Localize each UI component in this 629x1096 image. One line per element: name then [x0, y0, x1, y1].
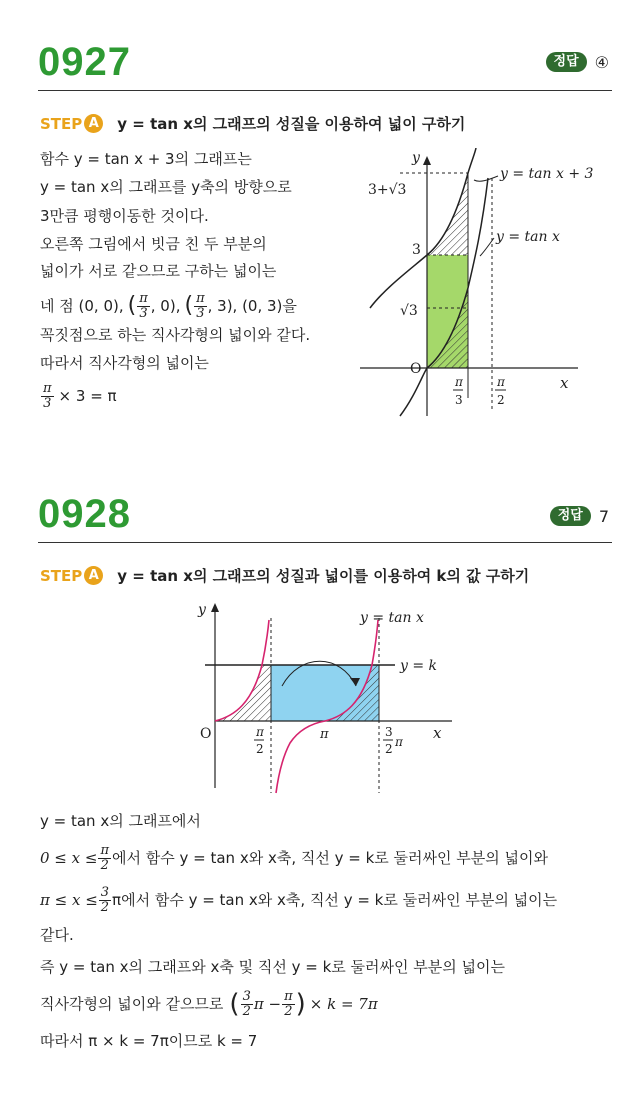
text-line: 오른쪽 그림에서 빗금 친 두 부분의: [40, 235, 267, 253]
condition-line-1: [40, 838, 548, 878]
answer-badge: 정답: [546, 52, 587, 72]
step-heading: [40, 565, 529, 586]
vertex-text-b: , 0),: [150, 297, 181, 315]
step-label: STEP: [40, 566, 83, 585]
x-axis-label: x: [433, 724, 442, 742]
text-line: 같다.: [40, 926, 74, 944]
step-title: y = tan x의 그래프의 성질과 넓이를 이용하여 k의 값 구하기: [117, 567, 530, 585]
curve-label: y = tan x: [360, 610, 424, 626]
answer-box: [550, 506, 609, 526]
inequality: π ≤ x ≤: [40, 891, 98, 909]
fraction: $\frac{\pi}{2}$: [284, 988, 293, 1019]
tick-pi3-num: π: [455, 375, 463, 389]
line-label: y = k: [400, 658, 438, 674]
curve-label-tan: y = tan x: [496, 229, 560, 245]
equation-result: × k = 7π: [309, 995, 378, 1013]
tick-pi2-num: π: [497, 375, 505, 389]
text-line: y = tan x의 그래프를 y축의 방향으로: [40, 178, 292, 196]
area-equation-line: 직사각형의 넓이와 같으므로 ( $\frac{3}{2}$ π − $\frac{\pi}{2}$ ) × k = 7π: [40, 984, 378, 1024]
text-line: 함수 y = tan x + 3의 그래프는: [40, 150, 252, 168]
result-text: × 3 = π: [58, 387, 117, 405]
fraction: $\frac{\pi}{2}$: [100, 842, 109, 873]
graph-tan-k: [190, 598, 460, 798]
tick-3pi2-den: 2: [385, 742, 393, 756]
step-heading: [40, 113, 465, 134]
answer-value: ④: [594, 52, 609, 72]
conclusion-line: 따라서 π × k = 7π이므로 k = 7: [40, 1032, 258, 1050]
tick-pi2-den: 2: [256, 742, 264, 756]
y-axis-label: y: [412, 150, 420, 166]
step-letter-badge: A: [84, 114, 103, 133]
label-sqrt3: √3: [400, 303, 418, 319]
hatched-region-upper: [427, 173, 468, 255]
tick-pi3-den: 3: [455, 393, 463, 407]
label-3: 3: [412, 242, 421, 258]
text-line: 따라서 직사각형의 넓이는: [40, 354, 209, 372]
text-line: y = tan x의 그래프에서: [40, 812, 201, 830]
condition-text: 에서 함수 y = tan x와 x축, 직선 y = k로 둘러싸인 부분의 넓이와: [112, 849, 548, 867]
tick-3pi2-num: 3: [385, 725, 393, 739]
step-label: STEP: [40, 114, 83, 133]
condition-text: π에서 함수 y = tan x와 x축, 직선 y = k로 둘러싸인 부분의 넓이는: [112, 891, 558, 909]
fraction: $\frac{\pi}{3}$: [43, 380, 52, 411]
fraction: $\frac{3}{2}$: [100, 884, 110, 915]
vertex-line: 네 점 (0, 0), ( $\frac{\pi}{3}$ , 0), ( $\frac{\pi}{3}$ , 3), (0, 3)을: [40, 288, 297, 324]
answer-box: [546, 52, 609, 72]
y-axis-arrow: [211, 603, 219, 612]
text-line: 즉 y = tan x의 그래프와 x축 및 직선 y = k로 둘러싸인 부분의 넓이는: [40, 958, 505, 976]
tick-3pi2-pi: π: [395, 735, 403, 749]
step-title: y = tan x의 그래프의 성질을 이용하여 넓이 구하기: [117, 115, 466, 133]
fraction: $\frac{\pi}{3}$: [139, 290, 148, 321]
origin-label: O: [410, 361, 422, 377]
condition-line-2: [40, 880, 557, 920]
fraction: $\frac{3}{2}$: [242, 988, 251, 1019]
minus-term: π −: [253, 995, 282, 1013]
y-axis-label: y: [198, 602, 206, 618]
inequality: 0 ≤ x ≤: [40, 849, 98, 867]
tick-pi2-den: 2: [497, 393, 505, 407]
y-axis-arrow: [423, 156, 431, 165]
text-line: 넓이가 서로 같으므로 구하는 넓이는: [40, 262, 277, 280]
x-axis-label: x: [560, 374, 569, 392]
vertex-text-c: , 3), (0, 3)을: [207, 297, 297, 315]
answer-value: 7: [598, 506, 609, 526]
pointer-tan-plus3: [474, 176, 498, 181]
curve-label-tan-plus3: y = tan x + 3: [500, 166, 594, 182]
fraction: $\frac{\pi}{3}$: [196, 290, 205, 321]
text-line: 3만큼 평행이동한 것이다.: [40, 207, 209, 225]
tick-pi2-num: π: [256, 725, 264, 739]
area-text: 직사각형의 넓이와 같으므로: [40, 995, 224, 1013]
problem-number: 0928: [38, 492, 131, 536]
tick-pi: π: [320, 727, 329, 742]
result-line: [40, 378, 117, 414]
vertex-text-a: 네 점 (0, 0),: [40, 297, 124, 315]
divider: [38, 90, 612, 91]
origin-label: O: [200, 726, 212, 742]
divider: [38, 542, 612, 543]
answer-badge: 정답: [550, 506, 591, 526]
text-line: 꼭짓점으로 하는 직사각형의 넓이와 같다.: [40, 326, 311, 344]
label-3-plus-sqrt3: 3+√3: [368, 182, 407, 198]
problem-number: 0927: [38, 40, 131, 84]
graph-tan-shift: [360, 148, 622, 420]
hatched-region-left: [215, 665, 271, 721]
step-letter-badge: A: [84, 566, 103, 585]
